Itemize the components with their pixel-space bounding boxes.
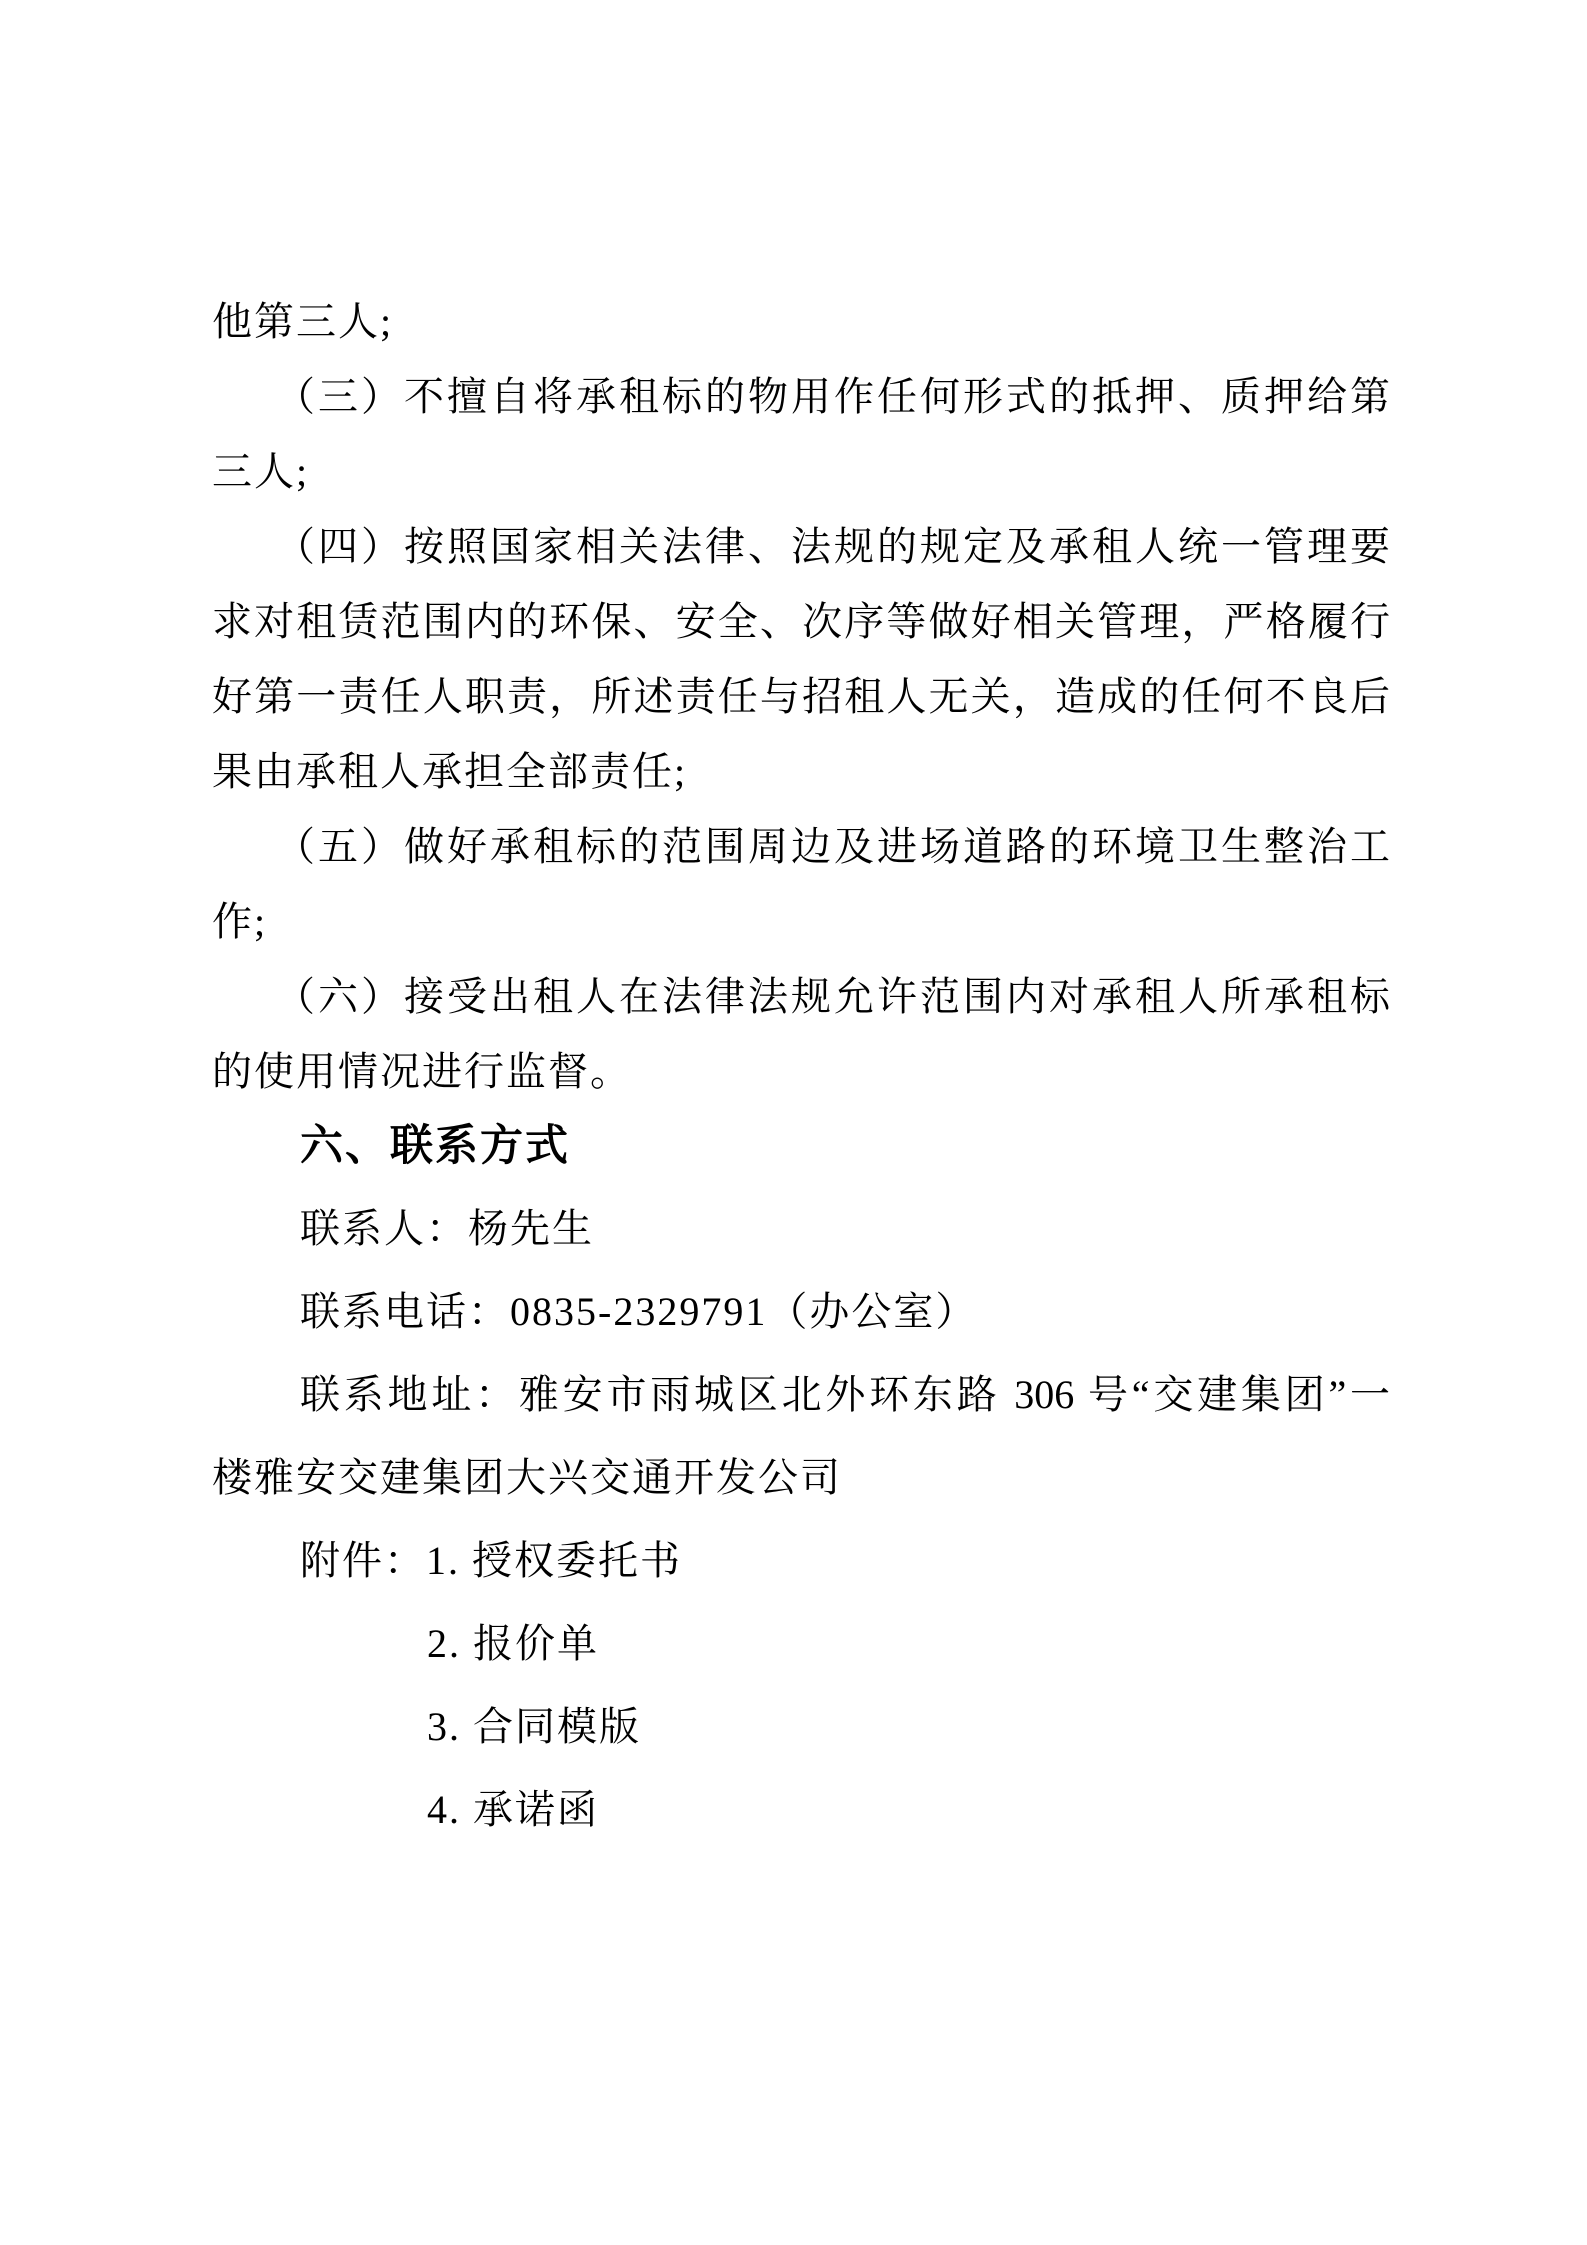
attachment-item: 2. 报价单 bbox=[427, 1621, 599, 1666]
contact-address-line-2: 楼雅安交建集团大兴交通开发公司 bbox=[212, 1455, 842, 1500]
paragraph-line: 他第三人; bbox=[212, 299, 394, 344]
contact-section-heading: 六、联系方式 bbox=[300, 1122, 570, 1170]
paragraph-line: （五）做好承租标的范围周边及进场道路的环境卫生整治工 bbox=[275, 824, 1390, 869]
paragraph-line: 好第一责任人职责，所述责任与招租人无关，造成的任何不良后 bbox=[212, 674, 1390, 719]
contact-phone-line: 联系电话：0835-2329791（办公室） bbox=[300, 1289, 978, 1334]
attachments-label-line: 附件：1. 授权委托书 bbox=[300, 1538, 682, 1583]
paragraph-line: 作; bbox=[212, 899, 268, 944]
contact-section bbox=[212, 1187, 1390, 1851]
paragraph-line: 三人; bbox=[212, 449, 310, 494]
attachment-item: 4. 承诺函 bbox=[427, 1787, 599, 1832]
paragraph-line: （四）按照国家相关法律、法规的规定及承租人统一管理要 bbox=[275, 524, 1390, 569]
paragraph-line: 的使用情况进行监督。 bbox=[212, 1049, 632, 1094]
obligations-section bbox=[212, 284, 1390, 1184]
paragraph-line: （三）不擅自将承租标的物用作任何形式的抵押、质押给第 bbox=[275, 374, 1390, 419]
paragraph-line: 果由承租人承担全部责任; bbox=[212, 749, 688, 794]
contact-address-line-1: 联系地址：雅安市雨城区北外环东路 306 号“交建集团”一 bbox=[300, 1372, 1390, 1417]
attachment-item: 3. 合同模版 bbox=[427, 1704, 641, 1749]
paragraph-line: （六）接受出租人在法律法规允许范围内对承租人所承租标 bbox=[275, 974, 1390, 1019]
contact-person-line: 联系人：杨先生 bbox=[300, 1206, 594, 1251]
paragraph-line: 求对租赁范围内的环保、安全、次序等做好相关管理，严格履行 bbox=[212, 599, 1390, 644]
